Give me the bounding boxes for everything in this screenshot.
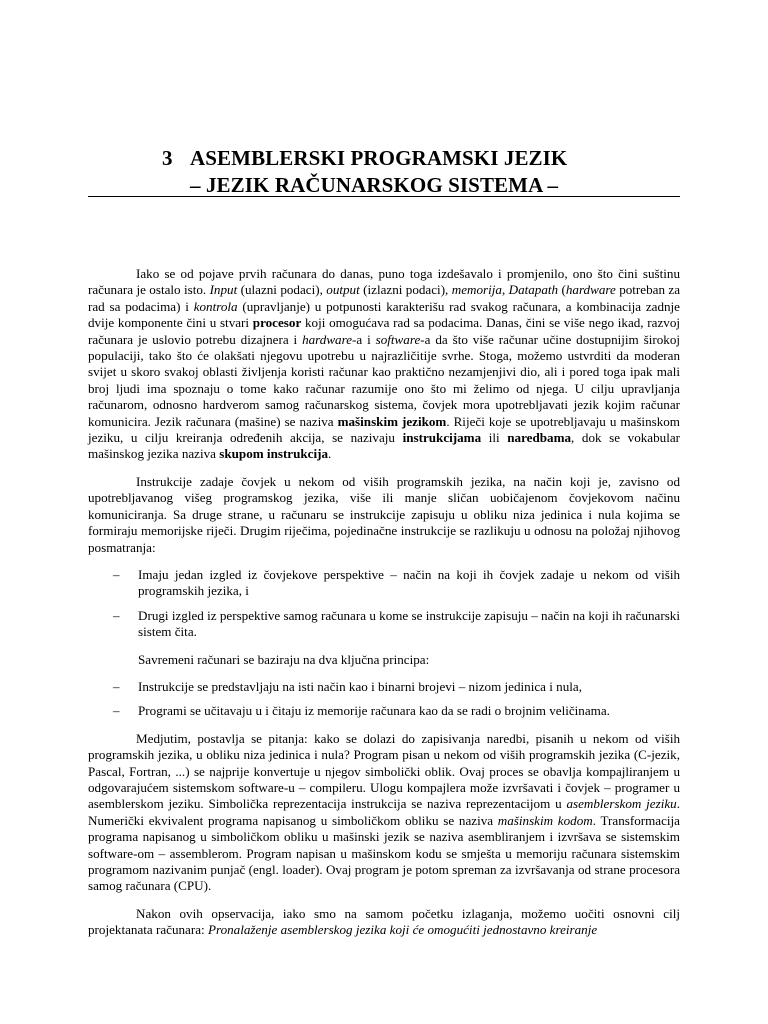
bold-term: naredbama xyxy=(507,430,572,446)
chapter-title xyxy=(162,145,682,199)
text-run: ( xyxy=(558,282,566,298)
text-run: . Numerički ekvivalent programa napisanog u simboličkom obliku se naziva xyxy=(88,796,680,828)
italic-term: Pronalaženje asemblerskog jezika koji će omogućiti jednostavno kreiranje xyxy=(207,922,598,938)
chapter-title-text-1: ASEMBLERSKI PROGRAMSKI JEZIK xyxy=(190,146,568,170)
text-run: Nakon ovih opservacija, iako smo na samom početku izlaganja, možemo uočiti osnovni cilj projektanata računara: xyxy=(88,905,680,938)
paragraph xyxy=(88,731,680,895)
text-run: -a i xyxy=(352,331,376,347)
text-run: . Transformacija programa napisanog u simboličkom obliku u mašinski jezik se naziva asembliranjem i izvršava se sistemskim software-om – assemblerom. Program napisan u mašinskom kodu se smješta u memoriju računara sistemskim programom nazivanim punjač (engl. loader). Ovaj program je potom spreman za izvršavanja od strane procesora samog računara (CPU). xyxy=(88,812,680,894)
bold-term: mašinskim jezikom xyxy=(337,413,447,429)
list-dash: – xyxy=(113,678,120,694)
italic-term: hardware xyxy=(302,331,353,347)
text-run: Iako se od pojave prvih računara do danas, puno toga izdešavalo i promjenilo, ono što čini suštinu računara je ostalo isto. xyxy=(88,266,680,298)
text-run: (upravljanje) u potpunosti karakterišu rad svakog računara, a kombinacija zadnje dvije komponente čini u stvari xyxy=(88,298,680,331)
text-run: . xyxy=(328,446,332,462)
italic-term: hardware xyxy=(565,282,616,298)
bold-term: procesor xyxy=(252,315,302,331)
list-item-text: Programi se učitavaju u i čitaju iz memorije računara kao da se radi o brojnim veličinama. xyxy=(138,703,610,719)
list-dash: – xyxy=(113,703,120,719)
text-run: , xyxy=(501,282,509,298)
text-run: , dok se vokabular mašinskog jezika naziva xyxy=(88,430,681,462)
text-run: Medjutim, postavlja se pitanja: kako se dolazi do zapisivanja naredbi, pisanih u nekom od viših programskih jezika, u obliku niza jedinica i nula? Program pisan u nekom od viših programskih jezika (C-jezik, Pascal, Fortran, ...) se najprije konvertuje u njegov simbolički oblik. Ovaj proces se obavlja kompajliranjem u odgovarajućem sistemskom software-u – compileru. Ulogu kompajlera može izvršavati i čovjek – programer u asemblerskom jeziku. Simbolička reprezentacija instrukcija se naziva reprezentacijom u xyxy=(88,730,680,812)
paragraph xyxy=(88,266,680,463)
chapter-number: 3 xyxy=(162,146,173,170)
text-run: (izlazni podaci), xyxy=(359,282,452,298)
paragraph xyxy=(88,474,680,556)
italic-term: mašinskim kodom xyxy=(497,812,593,828)
bullet-list xyxy=(88,567,680,641)
body-text xyxy=(88,266,680,939)
text-run: ili xyxy=(481,430,508,446)
text-run: koji omogućava rad sa podacima. Danas, čini se više nego ikad, razvoj računara je uslovio potrebu dizajnera i xyxy=(88,315,681,347)
list-item xyxy=(88,608,680,641)
list-dash: – xyxy=(113,566,120,582)
italic-term: memorija xyxy=(451,282,502,298)
list-item xyxy=(88,679,680,695)
italic-term: Datapath xyxy=(508,282,559,298)
text-run: (ulazni podaci), xyxy=(237,282,327,298)
text-run: potreban za rad sa podacima) i xyxy=(88,282,681,314)
list-dash: – xyxy=(113,607,120,623)
paragraph xyxy=(88,652,680,668)
text-run: Savremeni računari se baziraju na dva ključna principa: xyxy=(138,651,430,667)
title-divider xyxy=(88,196,680,197)
text-run: -a da što više računar učine dostupnijim širokoj populaciji, tako što će olakšati njegovu upotrebu u najrazličitije svrhe. Stoga, možemo ustvrditi da moderan svijet u skoro svakoj oblasti življenja koristi računar kao praktično nezamjenjivi dio, ali i pored toga ipak mali broj ljudi ima spoznaju o tome kako računar razumije ono što mi želimo od njega. U cilju upravljanja računarom, odnosno hardverom samog računarskog sistema, čovjek mora upotrebljavati jezik kojim računar komunicira. Jezik računara (mašine) se naziva xyxy=(88,331,680,429)
chapter-title-line-1 xyxy=(162,145,682,172)
bullet-list xyxy=(88,679,680,720)
list-item-text: Instrukcije se predstavljaju na isti način kao i binarni brojevi – nizom jedinica i nula, xyxy=(138,678,582,694)
text-run: Instrukcije zadaje čovjek u nekom od viših programskih jezika, na način koji je, zavisno od upotrebljavanog višeg programskog jezika, više ili manje sličan uobičajenom čovjekovom načinu komuniciranja. Sa druge strane, u računaru se instrukcije zapisuju u obliku niza jedinica i nula kojima se formiraju memorijske riječi. Drugim riječima, pojedinačne instrukcije se razlikuju u odnosu na položaj njihovog posmatranja: xyxy=(88,473,680,555)
list-item xyxy=(88,703,680,719)
italic-term: output xyxy=(326,282,360,298)
list-item-text: Imaju jedan izgled iz čovjekove perspektive – način na koji ih čovjek zadaje u nekom od viših programskih jezika, i xyxy=(138,566,680,599)
chapter-title-line-2: – JEZIK RAČUNARSKOG SISTEMA – xyxy=(190,173,559,197)
bold-term: instrukcijama xyxy=(402,430,482,446)
text-run: . Riječi koje se upotrebljavaju u mašinskom jeziku, u cilju kreiranja određenih akcija, se nazivaju xyxy=(88,413,680,446)
list-item xyxy=(88,567,680,600)
italic-term: kontrola xyxy=(193,298,238,314)
italic-term: Input xyxy=(209,282,238,298)
list-item-text: Drugi izgled iz perspektive samog računara u kome se instrukcije zapisuju – način na koji ih računarski sistem čita. xyxy=(138,607,680,640)
italic-term: asemblerskom jeziku xyxy=(566,796,677,812)
paragraph xyxy=(88,906,680,939)
bold-term: skupom instrukcija xyxy=(219,446,329,462)
italic-term: software xyxy=(375,331,421,347)
